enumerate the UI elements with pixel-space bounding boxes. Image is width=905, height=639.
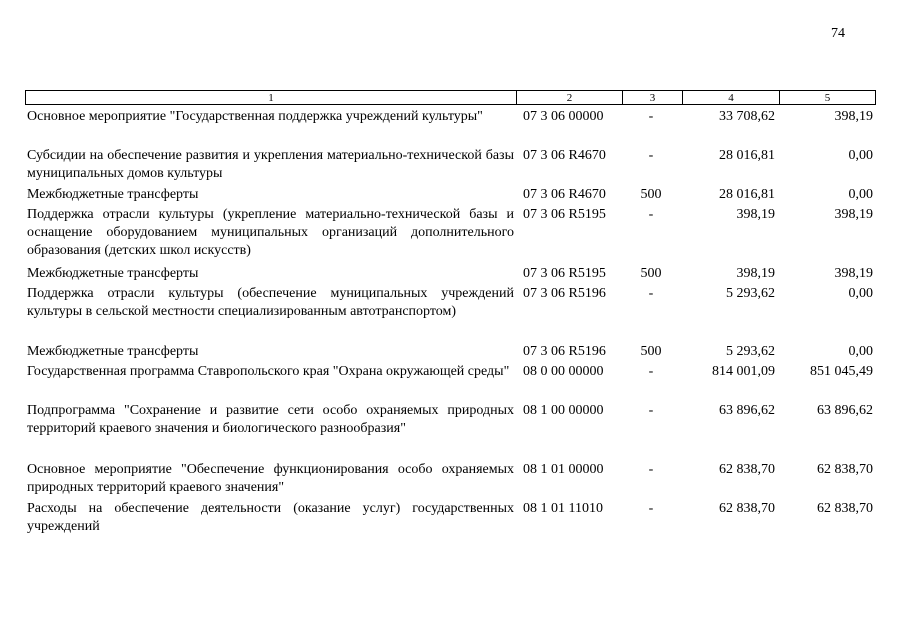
row-amount-2: 0,00 xyxy=(848,286,873,301)
row-name: Субсидии на обеспечение развития и укрепления материально-технической базы муниципальных домов культуры xyxy=(27,148,514,181)
row-code: 07 3 06 R5195 xyxy=(523,266,606,281)
row-code: 08 1 01 00000 xyxy=(523,462,604,477)
row-amount-1: 28 016,81 xyxy=(719,187,775,202)
page-number: 74 xyxy=(831,26,845,41)
row-amount-1: 5 293,62 xyxy=(726,286,775,301)
row-amount-1: 5 293,62 xyxy=(726,344,775,359)
row-type: - xyxy=(648,462,654,477)
row-amount-2: 0,00 xyxy=(848,148,873,163)
row-code: 07 3 06 R4670 xyxy=(523,148,606,163)
row-type: 500 xyxy=(640,344,662,359)
row-amount-2: 0,00 xyxy=(848,187,873,202)
header-col-1: 1 xyxy=(268,92,274,104)
row-code: 07 3 06 R5196 xyxy=(523,344,606,359)
row-amount-1: 63 896,62 xyxy=(719,403,775,418)
row-amount-2: 0,00 xyxy=(848,344,873,359)
row-type: 500 xyxy=(640,187,662,202)
row-type: - xyxy=(648,148,654,163)
row-name: Основное мероприятие "Обеспечение функционирования особо охраняемых природных территорий краевого значения" xyxy=(27,462,514,495)
header-col-5: 5 xyxy=(779,91,875,104)
row-name: Подпрограмма "Сохранение и развитие сети особо охраняемых природных территорий краевого значения и биологического разнообразия" xyxy=(27,403,514,436)
row-code: 08 1 00 00000 xyxy=(523,403,604,418)
row-name: Поддержка отрасли культуры (обеспечение муниципальных учреждений культуры в сельской местности специализированным автотранспортом) xyxy=(27,286,514,319)
row-amount-2: 398,19 xyxy=(834,109,873,124)
row-amount-1: 28 016,81 xyxy=(719,148,775,163)
row-name: Межбюджетные трансферты xyxy=(27,344,199,359)
row-name: Основное мероприятие "Государственная поддержка учреждений культуры" xyxy=(27,109,483,124)
row-code: 08 1 01 11010 xyxy=(523,501,603,516)
row-code: 07 3 06 R5196 xyxy=(523,286,606,301)
row-amount-2: 63 896,62 xyxy=(817,403,873,418)
table-header xyxy=(25,90,876,105)
row-name: Межбюджетные трансферты xyxy=(27,266,199,281)
row-amount-2: 62 838,70 xyxy=(817,501,873,516)
header-col-3: 3 xyxy=(622,91,682,104)
row-amount-2: 398,19 xyxy=(834,207,873,222)
row-code: 08 0 00 00000 xyxy=(523,364,604,379)
row-code: 07 3 06 R4670 xyxy=(523,187,606,202)
row-name: Государственная программа Ставропольского края "Охрана окружающей среды" xyxy=(27,364,510,379)
row-type: - xyxy=(648,207,654,222)
row-type: - xyxy=(648,501,654,516)
row-amount-1: 62 838,70 xyxy=(719,501,775,516)
row-type: - xyxy=(648,109,654,124)
row-code: 07 3 06 00000 xyxy=(523,109,604,124)
row-name: Расходы на обеспечение деятельности (оказание услуг) государственных учреждений xyxy=(27,501,514,534)
row-amount-2: 851 045,49 xyxy=(810,364,873,379)
row-type: - xyxy=(648,403,654,418)
header-col-4: 4 xyxy=(682,91,779,104)
row-amount-1: 398,19 xyxy=(736,207,775,222)
row-type: 500 xyxy=(640,266,662,281)
row-type: - xyxy=(648,286,654,301)
row-amount-2: 398,19 xyxy=(834,266,873,281)
row-amount-1: 33 708,62 xyxy=(719,109,775,124)
row-amount-2: 62 838,70 xyxy=(817,462,873,477)
row-type: - xyxy=(648,364,654,379)
row-code: 07 3 06 R5195 xyxy=(523,207,606,222)
row-amount-1: 62 838,70 xyxy=(719,462,775,477)
row-name: Поддержка отрасли культуры (укрепление материально-технической базы и оснащение оборудованием муниципальных организаций дополнительного образования (детских школ искусств) xyxy=(27,207,514,258)
header-col-2: 2 xyxy=(516,91,622,104)
row-amount-1: 398,19 xyxy=(736,266,775,281)
row-amount-1: 814 001,09 xyxy=(712,364,775,379)
row-name: Межбюджетные трансферты xyxy=(27,187,199,202)
